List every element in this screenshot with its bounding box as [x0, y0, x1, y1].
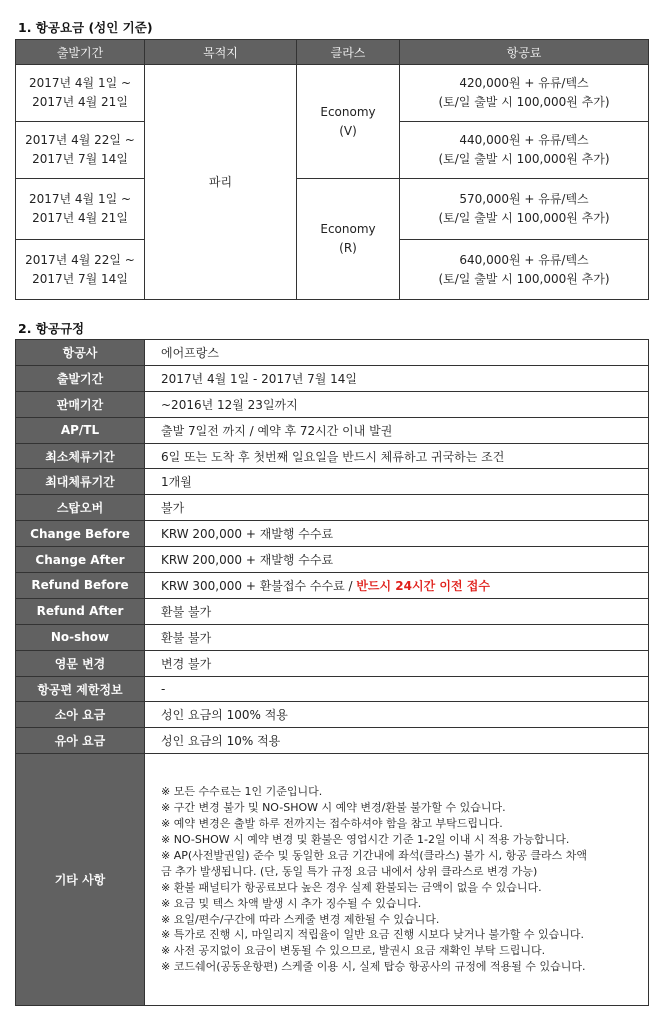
- rule-value: 6일 또는 도착 후 첫번째 일요일을 반드시 체류하고 귀국하는 조건: [145, 443, 649, 469]
- rule-row-stopover: [16, 495, 649, 521]
- header-period: 출발기간: [16, 40, 145, 65]
- fare-section-title: 1. 항공요금 (성인 기준): [18, 20, 153, 35]
- rule-value: 출발 7일전 까지 / 예약 후 72시간 이내 발권: [145, 417, 649, 443]
- period-cell: 2017년 4월 22일 ~ 2017년 7월 14일: [16, 240, 145, 300]
- rule-row-sales-period: [16, 391, 649, 417]
- fare-table: [15, 39, 649, 300]
- rule-value: 환불 불가: [145, 624, 649, 650]
- note-item: ※ 요일/편수/구간에 따라 스케줄 변경 제한될 수 있습니다.: [161, 912, 440, 926]
- rule-row-airline: [16, 340, 649, 366]
- rule-row-change-before: [16, 521, 649, 547]
- note-item: ※ NO-SHOW 시 예약 변경 및 환불은 영업시간 기준 1-2일 이내 시 적용 가능합니다.: [161, 833, 570, 847]
- rule-row-no-show: [16, 624, 649, 650]
- fare-cell: 420,000원 + 유류/텍스 (토/일 출발 시 100,000원 추가): [400, 65, 649, 122]
- rule-label: AP/TL: [16, 417, 145, 443]
- note-item: ※ AP(사전발권일) 준수 및 동일한 요금 기간내에 좌석(클라스) 불가 시, 항공 클라스 차액: [161, 848, 588, 862]
- period-cell: 2017년 4월 1일 ~ 2017년 4월 21일: [16, 65, 145, 122]
- rule-value: -: [145, 676, 649, 702]
- rule-label: 유아 요금: [16, 728, 145, 754]
- rule-label: 항공편 제한정보: [16, 676, 145, 702]
- rule-row-child-fare: [16, 702, 649, 728]
- rule-value: 변경 불가: [145, 650, 649, 676]
- rule-row-change-after: [16, 547, 649, 573]
- rule-label: 최소체류기간: [16, 443, 145, 469]
- note-item: ※ 코드쉐어(공동운항편) 스케줄 이용 시, 실제 탑승 항공사의 규정에 적용될 수 있습니다.: [161, 960, 586, 974]
- note-item: ※ 사전 공지없이 요금이 변동될 수 있으므로, 발권시 요금 재확인 부탁 드립니다.: [161, 944, 546, 958]
- rule-label: No-show: [16, 624, 145, 650]
- rule-value: 2017년 4월 1일 - 2017년 7월 14일: [145, 365, 649, 391]
- rule-row-ap-tl: [16, 417, 649, 443]
- notes-label: 기타 사항: [16, 754, 145, 1006]
- fare-row: [16, 179, 649, 240]
- header-fare: 항공료: [400, 40, 649, 65]
- rule-row-refund-after: [16, 598, 649, 624]
- rule-row-flight-restriction: [16, 676, 649, 702]
- header-class: 클라스: [297, 40, 400, 65]
- rule-row-infant-fare: [16, 728, 649, 754]
- rule-label: 소아 요금: [16, 702, 145, 728]
- rule-label: Refund After: [16, 598, 145, 624]
- rule-highlight: 반드시 24시간 이전 접수: [356, 578, 490, 593]
- rule-label: 출발기간: [16, 365, 145, 391]
- rule-label: Change Before: [16, 521, 145, 547]
- fare-row: [16, 65, 649, 122]
- fare-header-row: [16, 40, 649, 65]
- fare-cell: 570,000원 + 유류/텍스 (토/일 출발 시 100,000원 추가): [400, 179, 649, 240]
- rule-row-departure-period: [16, 365, 649, 391]
- fare-cell: 640,000원 + 유류/텍스 (토/일 출발 시 100,000원 추가): [400, 240, 649, 300]
- rule-label: 최대체류기간: [16, 469, 145, 495]
- class-cell: Economy (V): [297, 65, 400, 179]
- period-cell: 2017년 4월 1일 ~ 2017년 4월 21일: [16, 179, 145, 240]
- rule-row-notes: [16, 754, 649, 1006]
- rule-label: Refund Before: [16, 573, 145, 599]
- rule-row-refund-before: [16, 573, 649, 599]
- rule-row-max-stay: [16, 469, 649, 495]
- rule-value: KRW 200,000 + 재발행 수수료: [145, 547, 649, 573]
- rule-row-name-change: [16, 650, 649, 676]
- rules-table: [15, 339, 649, 1006]
- rule-value: 1개월: [145, 469, 649, 495]
- rule-label: 스탑오버: [16, 495, 145, 521]
- notes-list: [161, 784, 648, 975]
- destination-cell: 파리: [145, 65, 297, 300]
- note-item: ※ 특가로 진행 시, 마일리지 적립율이 일반 요금 진행 시보다 낮거나 불가할 수 있습니다.: [161, 928, 584, 942]
- rule-value: KRW 200,000 + 재발행 수수료: [145, 521, 649, 547]
- rule-row-min-stay: [16, 443, 649, 469]
- rule-value: 에어프랑스: [145, 340, 649, 366]
- rule-value: 성인 요금의 100% 적용: [145, 702, 649, 728]
- rule-value: 환불 불가: [145, 598, 649, 624]
- rules-section-title: 2. 항공규정: [18, 321, 85, 336]
- rule-value: [145, 573, 649, 599]
- note-item: ※ 예약 변경은 출발 하루 전까지는 접수하셔야 함을 참고 부탁드립니다.: [161, 817, 503, 831]
- fare-cell: 440,000원 + 유류/텍스 (토/일 출발 시 100,000원 추가): [400, 122, 649, 179]
- header-destination: 목적지: [145, 40, 297, 65]
- class-cell: Economy (R): [297, 179, 400, 300]
- rule-label: Change After: [16, 547, 145, 573]
- period-cell: 2017년 4월 22일 ~ 2017년 7월 14일: [16, 122, 145, 179]
- rule-label: 판매기간: [16, 391, 145, 417]
- note-item: ※ 요금 및 텍스 차액 발생 시 추가 징수될 수 있습니다.: [161, 896, 422, 910]
- note-item: ※ 환불 패널티가 항공료보다 높은 경우 실제 환불되는 금액이 없을 수 있습니다.: [161, 880, 542, 894]
- rule-value: 성인 요금의 10% 적용: [145, 728, 649, 754]
- note-item: ※ 구간 변경 불가 및 NO-SHOW 시 예약 변경/환불 불가할 수 있습니다.: [161, 801, 506, 815]
- rule-label: 항공사: [16, 340, 145, 366]
- rule-value: ~2016년 12월 23일까지: [145, 391, 649, 417]
- rule-value-text: KRW 300,000 + 환불접수 수수료 /: [161, 578, 357, 593]
- note-item: ※ 모든 수수료는 1인 기준입니다.: [161, 785, 323, 799]
- notes-cell: [145, 754, 649, 1006]
- rule-label: 영문 변경: [16, 650, 145, 676]
- rule-value: 불가: [145, 495, 649, 521]
- note-item: 금 추가 발생됩니다. (단, 동일 특가 규정 요금 내에서 상위 클라스로 변경 가능): [161, 864, 538, 878]
